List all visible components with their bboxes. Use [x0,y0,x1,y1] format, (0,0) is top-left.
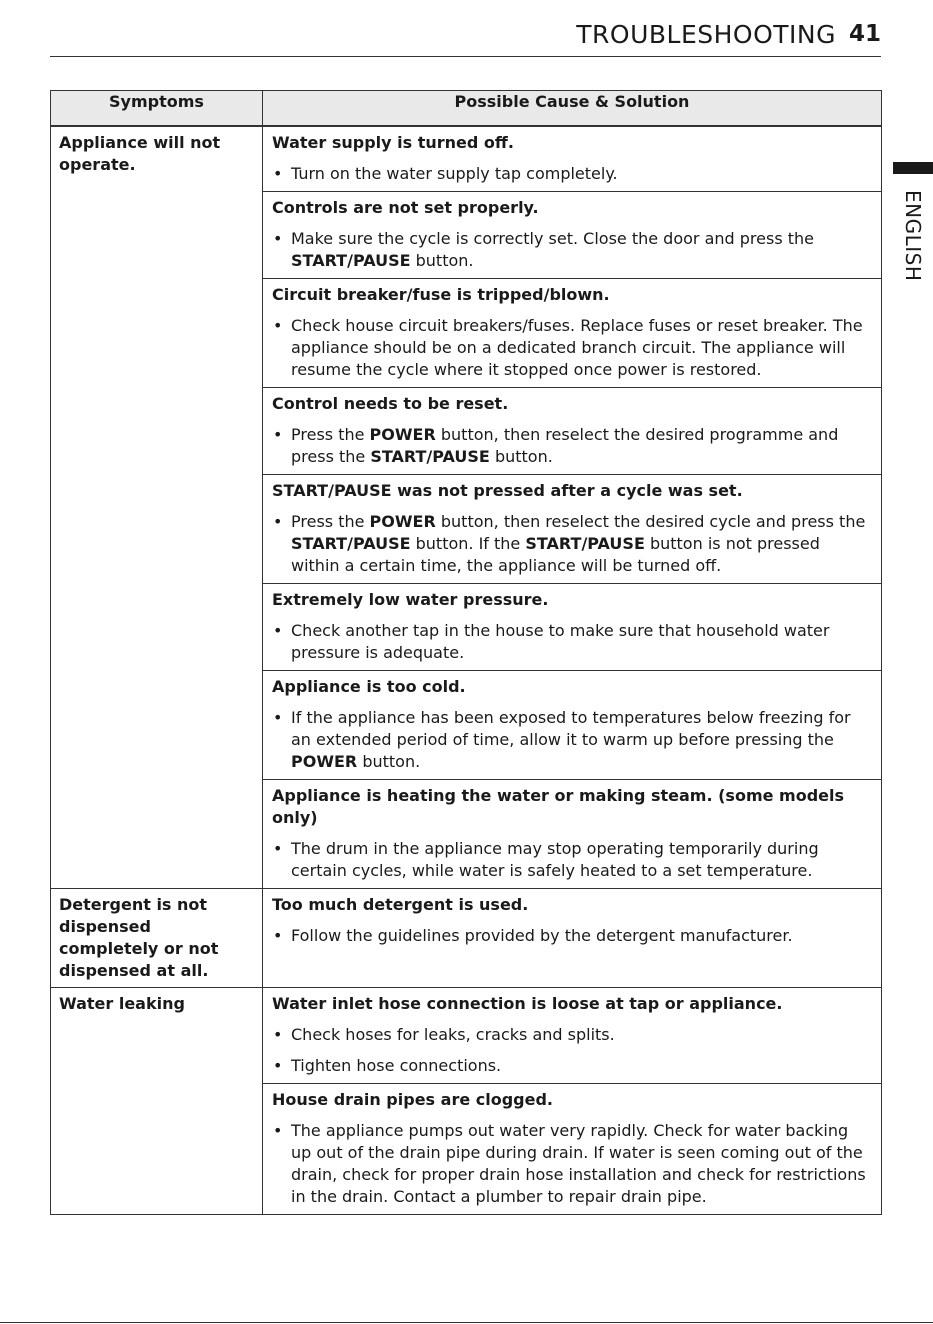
cause-cell [263,388,882,475]
solution-list [272,511,871,577]
solution-list [272,925,871,947]
solution-item [272,620,871,664]
cause-title: Appliance is too cold. [272,677,466,696]
cause-cell [263,584,882,671]
cause-cell [263,1084,882,1215]
table-row [51,988,882,1084]
solution-list [272,315,871,381]
cause-cell [263,279,882,388]
cause-title: Circuit breaker/fuse is tripped/blown. [272,285,610,304]
solution-text: Press the [291,425,370,444]
solution-text: The drum in the appliance may stop operating temporarily during certain cycles, while water is safely heated to a set temperature. [291,839,819,880]
solution-text: Check hoses for leaks, cracks and splits. [291,1025,615,1044]
solution-list [272,228,871,272]
page-header [50,18,881,57]
solution-item [272,1055,871,1077]
solution-text: Check house circuit breakers/fuses. Replace fuses or reset breaker. The appliance should be on a dedicated branch circuit. The appliance will resume the cycle where it stopped once power is restored. [291,316,863,379]
solution-item [272,707,871,773]
column-header-symptoms: Symptoms [51,91,263,127]
button-name-text: POWER [369,425,436,444]
column-header-cause-solution: Possible Cause & Solution [263,91,882,127]
language-tab [895,190,929,280]
button-name-text: POWER [291,752,358,771]
table-header-row [51,91,882,127]
cause-title: Extremely low water pressure. [272,590,549,609]
symptom-cell: Detergent is not dispensed completely or not dispensed at all. [51,889,263,988]
footer-rule [0,1322,933,1323]
solution-item [272,163,871,185]
button-name-text: START/PAUSE [291,534,411,553]
cause-title: START/PAUSE was not pressed after a cycle was set. [272,481,743,500]
button-name-text: START/PAUSE [291,251,411,270]
symptom-cell: Appliance will not operate. [51,126,263,889]
symptom-cell: Water leaking [51,988,263,1215]
solution-text: Make sure the cycle is correctly set. Close the door and press the [291,229,815,248]
cause-title: Water inlet hose connection is loose at tap or appliance. [272,994,783,1013]
cause-title: Control needs to be reset. [272,394,509,413]
table-body [51,126,882,1215]
language-tab-label: ENGLISH [901,190,925,282]
cause-cell [263,988,882,1084]
solution-text: button. [357,752,421,771]
cause-cell [263,780,882,889]
solution-list [272,163,871,185]
solution-text: button. [410,251,474,270]
solution-text: If the appliance has been exposed to temperatures below freezing for an extended period of time, allow it to warm up before pressing the [291,708,851,749]
solution-item [272,1120,871,1208]
solution-item [272,315,871,381]
cause-title: House drain pipes are clogged. [272,1090,553,1109]
solution-item [272,511,871,577]
solution-list [272,620,871,664]
cause-title: Appliance is heating the water or making steam. (some models only) [272,786,845,827]
button-name-text: POWER [369,512,436,531]
cause-cell [263,475,882,584]
solution-list [272,707,871,773]
cause-cell [263,126,882,192]
cause-title: Too much detergent is used. [272,895,529,914]
solution-text: Press the [291,512,370,531]
solution-text: button. [489,447,553,466]
button-name-text: START/PAUSE [525,534,645,553]
language-tab-marker [893,162,933,174]
solution-item [272,1024,871,1046]
cause-title: Controls are not set properly. [272,198,539,217]
solution-text: Check another tap in the house to make sure that household water pressure is adequate. [291,621,830,662]
solution-item [272,925,871,947]
page-number: 41 [848,21,881,47]
solution-list [272,424,871,468]
solution-list [272,1024,871,1077]
solution-text: Follow the guidelines provided by the detergent manufacturer. [291,926,793,945]
solution-item [272,228,871,272]
button-name-text: START/PAUSE [370,447,490,466]
troubleshooting-table [50,90,882,1215]
solution-list [272,838,871,882]
table-row [51,126,882,192]
solution-text: Tighten hose connections. [291,1056,502,1075]
cause-title: Water supply is turned off. [272,133,514,152]
section-title: TROUBLESHOOTING [576,20,836,49]
solution-text: button is not pressed within a certain time, the appliance will be turned off. [291,534,820,575]
solution-list [272,1120,871,1208]
cause-cell [263,889,882,988]
solution-text: The appliance pumps out water very rapidly. Check for water backing up out of the drain pipe during drain. If water is seen coming out of the drain, check for proper drain hose installation and check for restrictions in the drain. Contact a plumber to repair drain pipe. [291,1121,866,1206]
cause-cell [263,192,882,279]
solution-text: button, then reselect the desired cycle and press the [435,512,866,531]
table-row [51,889,882,988]
solution-text: button. If the [410,534,526,553]
solution-item [272,838,871,882]
solution-text: Turn on the water supply tap completely. [291,164,618,183]
solution-text: button, then reselect the desired programme and press the [291,425,839,466]
solution-item [272,424,871,468]
cause-cell [263,671,882,780]
